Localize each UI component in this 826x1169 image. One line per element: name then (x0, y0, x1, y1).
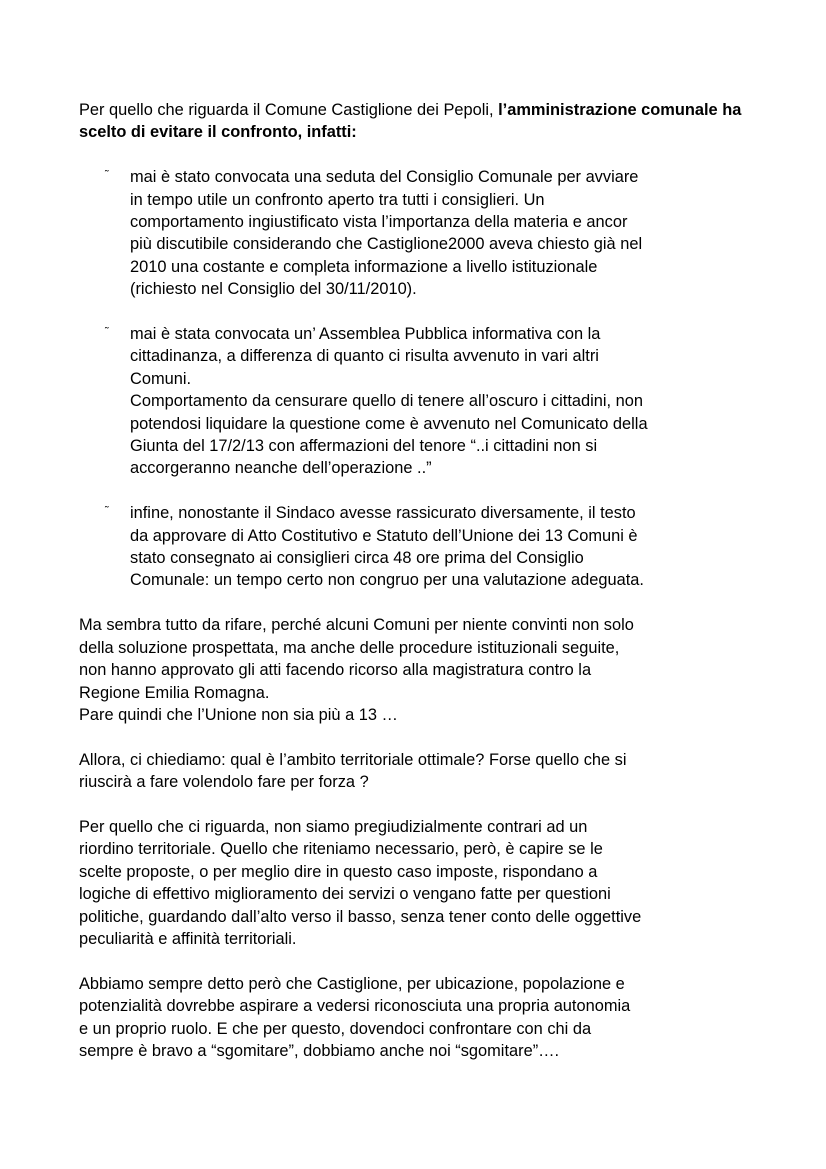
bullet-text: mai è stata convocata un’ Assemblea Pubblica informativa con la cittadinanza, a differenza di quanto ci risulta avvenuto in vari altri Comuni. Comportamento da censurare quello di tenere all’oscuro i cittadini, non potendosi liquidare la questione come è avvenuto nel Comunicato della Giunta del 17/2/13 con affermazioni del tenore “..i cittadini non si accorgeranno neanche dell’operazione ..” (130, 325, 648, 478)
bullet-marker-icon: ˜ (105, 169, 109, 182)
intro-regular-text: Per quello che riguarda il Comune Castiglione dei Pepoli, (79, 101, 499, 119)
bullet-item (79, 323, 759, 480)
body-paragraph: Per quello che ci riguarda, non siamo pregiudizialmente contrari ad un riordino territoriale. Quello che riteniamo necessario, però, è capire se le scelte proposte, o per meglio dire in questo caso imposte, rispondano a logiche di effettivo miglioramento dei servizi o vengano fatte per questioni politiche, guardando dall’alto verso il basso, senza tener conto delle oggettive peculiarità e affinità territoriali. (79, 817, 642, 948)
spacer (79, 726, 759, 748)
spacer (79, 301, 759, 323)
bullet-text: infine, nonostante il Sindaco avesse rassicurato diversamente, il testo da approvare di Atto Costitutivo e Statuto dell’Unione dei 13 Comuni è stato consegnato ai consiglieri circa 48 ore prima del Consiglio Comunale: un tempo certo non congruo per una valutazione adeguata. (130, 504, 644, 590)
intro-paragraph (79, 99, 759, 144)
bullet-text: mai è stato convocata una seduta del Consiglio Comunale per avviare in tempo utile un confronto aperto tra tutti i consiglieri. Un comportamento ingiustificato vista l’importanza della materia e ancor più discutibile considerando che Castiglione2000 aveva chiesto già nel 2010 una costante e completa informazione a livello istituzionale (richiesto nel Consiglio del 30/11/2010). (130, 168, 643, 299)
spacer (79, 144, 759, 166)
spacer (79, 794, 759, 816)
bullet-list (79, 166, 759, 592)
body-paragraph: Ma sembra tutto da rifare, perché alcuni Comuni per niente convinti non solo della soluzione prospettata, ma anche delle procedure istituzionali seguite, non hanno approvato gli atti facendo ricorso alla magistratura contro la Regione Emilia Romagna. Pare quindi che l’Unione non sia più a 13 … (79, 616, 634, 724)
bullet-item (79, 166, 759, 300)
spacer (79, 592, 759, 614)
document-page (79, 99, 759, 1062)
bullet-item (79, 502, 759, 592)
spacer (79, 950, 759, 972)
spacer (79, 480, 759, 502)
bullet-marker-icon: ˜ (105, 326, 109, 339)
body-paragraph: Abbiamo sempre detto però che Castiglione, per ubicazione, popolazione e potenzialità dovrebbe aspirare a vedersi riconosciuta una propria autonomia e un proprio ruolo. E che per questo, dovendoci confrontare con chi da sempre è bravo a “sgomitare”, dobbiamo anche noi “sgomitare”…. (79, 974, 631, 1060)
body-paragraph: Allora, ci chiediamo: qual è l’ambito territoriale ottimale? Forse quello che si riuscirà a fare volendolo fare per forza ? (79, 750, 627, 792)
bullet-marker-icon: ˜ (105, 505, 109, 518)
intro-bold-text: l’amministrazione comunale ha scelto di evitare il confronto, infatti: (79, 101, 742, 142)
